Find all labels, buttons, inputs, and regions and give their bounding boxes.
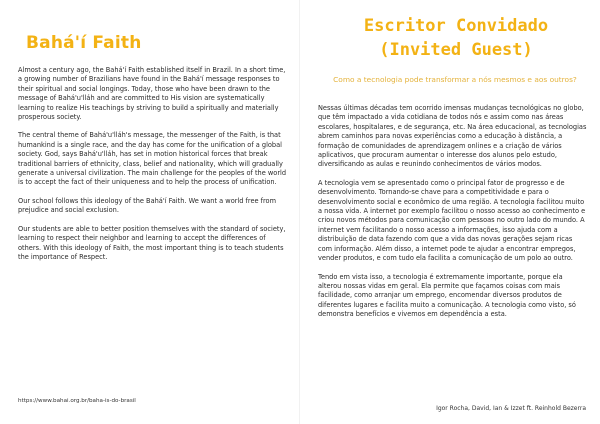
right-column — [300, 0, 600, 424]
invited-guest-title — [336, 14, 576, 62]
left-paragraph-3: Our school follows this ideology of the Bahá'í Faith. We want a world free from prejudice and social exclusion. — [18, 196, 276, 215]
title-line-1: Escritor Convidado — [363, 16, 549, 36]
left-paragraph-4: Our students are able to better position themselves with the standard of society, learning to respect their neighbor and learning to accept the differences of others. With this ideology of Faith, the most important thing is to teach students the importance of Respect. — [18, 224, 286, 261]
right-paragraph-3: Tendo em vista isso, a tecnologia é extremamente importante, porque ela alterou nossas vidas em geral. Ela permite que façamos coisas com mais facilidade, como arranjar um emprego, encomendar diversos produtos de diferentes lugares e facilita muito a comunicação. A tecnologia como visto, só demonstra benefícios e vivemos em dependência a esta. — [318, 272, 576, 319]
article-subtitle: Como a tecnologia pode transformar a nós mesmos e aos outros? — [333, 75, 577, 84]
left-paragraph-1: Almost a century ago, the Bahá'í Faith established itself in Brazil. In a short time, a growing number of Brazilians have found in the Bahá'í message responses to their spiritual and social longings. Today, those who have been drawn to the message of Bahá'u'lláh and are committed to His vision are systematically learning to realize His teachings by striving to build a spiritually and materially prosperous society. — [18, 66, 286, 122]
source-link[interactable]: https://www.bahai.org.br/baha-is-do-brasil — [18, 398, 136, 404]
title-line-2: (Invited Guest) — [379, 40, 533, 60]
bahai-faith-title: Bahá'í Faith — [26, 33, 142, 53]
right-paragraph-2: A tecnologia vem se apresentado como o principal fator de progresso e de desenvolvimento. Tornando-se chave para a competitividade e para o desenvolvimento social e econômico de uma região. A tecnologia facilitou muito a nossa vida. A internet por exemplo facilitou o nosso acesso ao conhecimento e criou novos métodos para comunicação com pessoas no outro lado do mundo. A internet vem facilitando o nosso acesso a informações, isso ajuda com a distribuição de data fazendo com que a vida das novas gerações sejam ricas com informação. Além disso, a internet pode te ajudar a encontrar empregos, vender produtos, e com tudo ela facilita a comunicação de um polo ao outro. — [318, 178, 586, 263]
right-article-body — [318, 104, 588, 329]
authors-credit: Igor Rocha, David, Ian & Izzet ft. Reinhold Bezerra — [436, 405, 586, 412]
right-paragraph-1: Nessas últimas décadas tem ocorrido imensas mudanças tecnológicas no globo, que têm impactado a vida cotidiana de todos nós e assim como nas áreas escolares, hospitalares, e de segurança, etc. Na área educacional, as tecnologias abrem caminhos para novas experiências como a educação à distância, a formação de comunidades de aprendizagem onlines e a criação de vários aplicativos, que procuram aumentar o interesse dos alunos pelo estudo, diversificando as aulas e reunindo conhecimentos de vários modos. — [318, 104, 587, 169]
left-paragraph-2: The central theme of Bahá'u'lláh's message, the messenger of the Faith, is that humankind is a single race, and the day has come for the unification of a global society. God, says Bahá'u'lláh, has set in motion historical forces that break traditional barriers of ethnicity, class, belief and nationality, which will gradually generate a universal civilization. The main challenge for the peoples of the world is to accept the fact of their uniqueness and to help the process of unification. — [18, 131, 287, 187]
left-article-body — [18, 66, 290, 271]
